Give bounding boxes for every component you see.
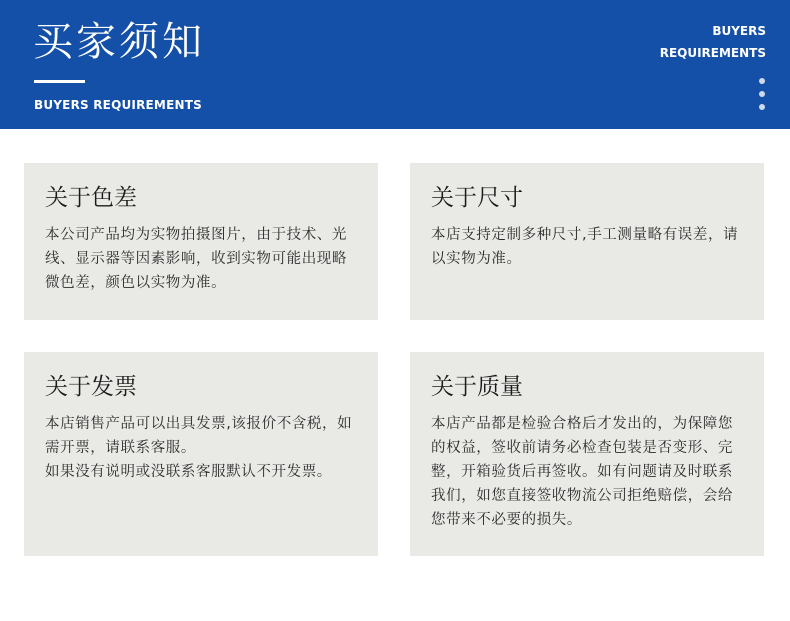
- card-body: 本公司产品均为实物拍摄图片，由于技术、光线、显示器等因素影响，收到实物可能出现略微色差，颜色以实物为准。: [45, 227, 347, 291]
- card-title: 关于尺寸: [431, 185, 523, 211]
- page-subtitle: BUYERS REQUIREMENTS: [34, 98, 202, 112]
- card-body: 本店支持定制多种尺寸,手工测量略有误差，请以实物为准。: [431, 227, 739, 267]
- dot: [759, 78, 765, 84]
- card-size: [410, 163, 764, 320]
- dot: [759, 91, 765, 97]
- card-title: 关于色差: [45, 185, 137, 211]
- corner-label-line1: BUYERS: [712, 24, 766, 38]
- title-underline: [34, 80, 85, 83]
- card-color-difference: [24, 163, 378, 320]
- card-quality: [410, 352, 764, 556]
- card-title: 关于发票: [45, 374, 137, 400]
- corner-label: [626, 20, 766, 64]
- dot: [759, 104, 765, 110]
- card-title: 关于质量: [431, 374, 523, 400]
- card-invoice: [24, 352, 378, 556]
- corner-label-line2: REQUIREMENTS: [659, 46, 766, 60]
- card-body-extra: 如果没有说明或没联系客服默认不开发票。: [45, 464, 332, 480]
- card-body: 本店销售产品可以出具发票,该报价不含税，如需开票，请联系客服。: [45, 416, 353, 456]
- card-body: 本店产品都是检验合格后才发出的，为保障您的权益，签收前请务必检查包装是否变形、完整，开箱验货后再签收。如有问题请及时联系我们，如您直接签收物流公司拒绝赔偿，会给您带来不必要的损失。: [431, 416, 733, 528]
- page-title: 买家须知: [33, 19, 205, 65]
- header-banner: [0, 0, 790, 129]
- vertical-dots-icon: [759, 78, 765, 117]
